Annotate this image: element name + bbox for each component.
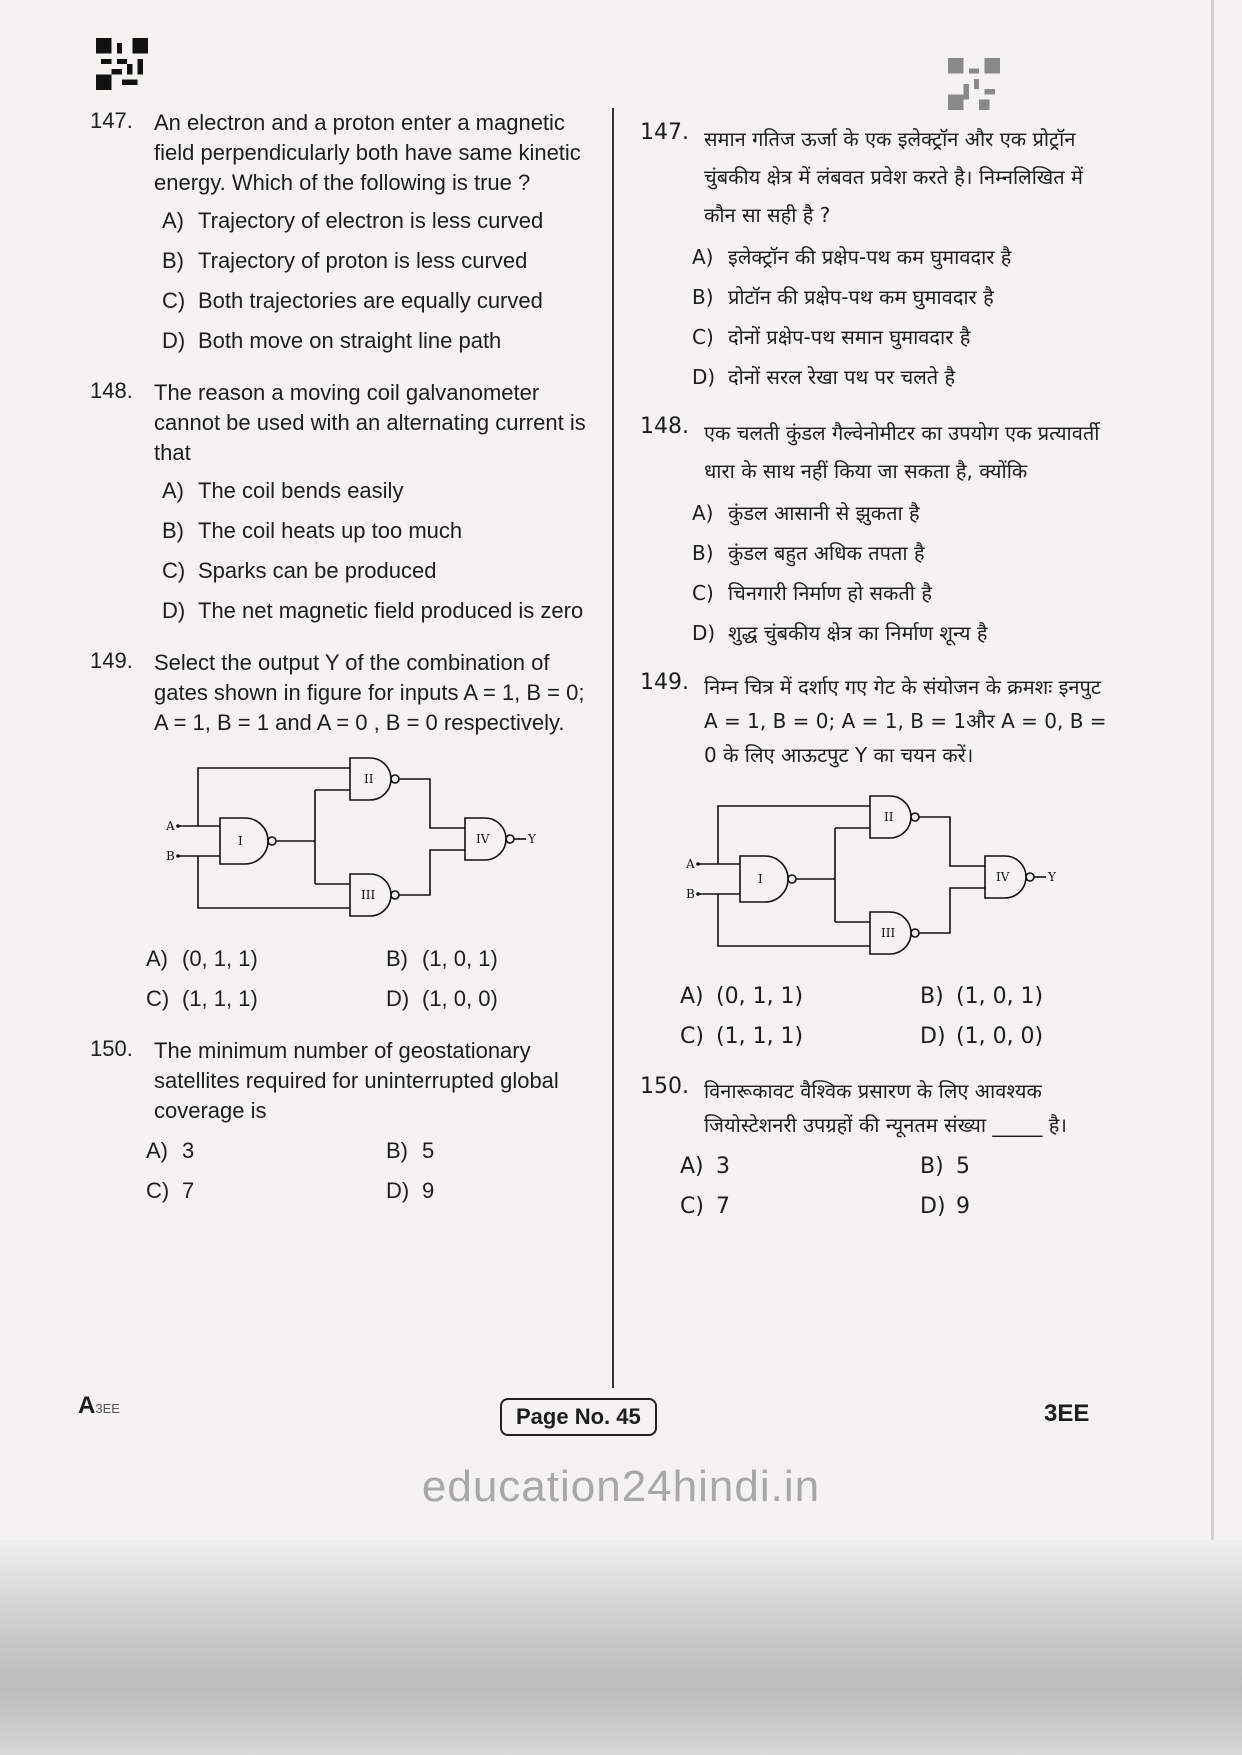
scan-shadow bbox=[0, 1540, 1242, 1755]
option-b: B) (1, 0, 1) bbox=[920, 984, 1044, 1009]
page-edge bbox=[1211, 0, 1214, 1560]
inversion-bubble bbox=[506, 835, 514, 843]
option-a: A) The coil bends easily bbox=[162, 478, 404, 503]
input-b-label: B bbox=[166, 849, 175, 863]
option-c: C) 7 bbox=[146, 1178, 195, 1203]
gate-4-label: IV bbox=[996, 870, 1010, 884]
booklet-code: 3EE bbox=[1044, 1400, 1090, 1427]
option-a: A) (0, 1, 1) bbox=[146, 946, 258, 971]
nand-gate-1 bbox=[740, 856, 788, 902]
option-c: C) दोनों प्रक्षेप-पथ समान घुमावदार है bbox=[692, 325, 971, 349]
question-149 bbox=[90, 648, 595, 1014]
qr-code-icon bbox=[96, 38, 148, 90]
question-text: An electron and a proton enter a magnetic field perpendicularly both have same kinetic energy. Which of the following is true ? bbox=[154, 110, 581, 195]
option-d: D) शुद्ध चुंबकीय क्षेत्र का निर्माण शून्य है bbox=[692, 621, 988, 645]
qr-code-icon bbox=[948, 58, 1000, 110]
inversion-bubble bbox=[1026, 873, 1034, 881]
question-number: 148. bbox=[90, 378, 133, 403]
option-a: A) कुंडल आसानी से झुकता है bbox=[692, 501, 920, 525]
column-divider bbox=[612, 108, 614, 1388]
option-b: B) The coil heats up too much bbox=[162, 518, 463, 543]
inversion-bubble bbox=[391, 891, 399, 899]
option-b: B) (1, 0, 1) bbox=[386, 946, 498, 971]
inversion-bubble bbox=[391, 775, 399, 783]
logic-gate-circuit-diagram bbox=[680, 794, 1060, 964]
option-a: A) 3 bbox=[680, 1154, 730, 1179]
option-c: C) Both trajectories are equally curved bbox=[162, 288, 543, 313]
question-number: 148. bbox=[640, 414, 689, 439]
gate-3-label: III bbox=[361, 888, 376, 902]
wire bbox=[919, 817, 985, 866]
question-text: निम्न चित्र में दर्शाए गए गेट के संयोजन के क्रमशः इनपुट A = 1, B = 0; A = 1, B = 1और A = 0, B = 0 के लिए आऊटपुट Y का चयन करें। bbox=[704, 675, 1107, 767]
gate-1-label: I bbox=[238, 834, 243, 848]
question-number: 147. bbox=[90, 108, 133, 133]
wire bbox=[399, 850, 465, 895]
input-b-label: B bbox=[686, 887, 695, 901]
series-label: A3EE bbox=[78, 1392, 120, 1419]
gate-1-label: I bbox=[758, 872, 763, 886]
option-d: D) (1, 0, 0) bbox=[920, 1024, 1044, 1049]
options-grid bbox=[680, 982, 1110, 1052]
options-grid bbox=[680, 1152, 1110, 1222]
nand-gate-1 bbox=[220, 818, 268, 864]
question-148-hindi bbox=[640, 414, 1110, 648]
gate-2-label: II bbox=[884, 810, 894, 824]
question-text: विनारूकावट वैश्विक प्रसारण के लिए आवश्यक जियोस्टेशनरी उपग्रहों की न्यूनतम संख्या _____ है। bbox=[704, 1079, 1067, 1137]
option-b: B) 5 bbox=[386, 1138, 435, 1163]
question-text: एक चलती कुंडल गैल्वेनोमीटर का उपयोग एक प्रत्यावर्ती धारा के साथ नहीं किया जा सकता है, क्योंकि bbox=[704, 421, 1100, 483]
input-a-label: A bbox=[686, 857, 695, 871]
english-column bbox=[90, 108, 595, 1228]
option-d: D) 9 bbox=[920, 1194, 970, 1219]
question-147-hindi bbox=[640, 120, 1110, 392]
question-text: समान गतिज ऊर्जा के एक इलेक्ट्रॉन और एक प्रोट्रॉन चुंबकीय क्षेत्र में लंबवत प्रवेश करते है। निम्नलिखित में कौन सा सही है ? bbox=[704, 127, 1083, 227]
output-y-label: Y bbox=[1048, 870, 1056, 884]
option-d: D) (1, 0, 0) bbox=[386, 986, 498, 1011]
question-number: 147. bbox=[640, 120, 689, 145]
option-a: A) 3 bbox=[146, 1138, 195, 1163]
option-b: B) कुंडल बहुत अधिक तपता है bbox=[692, 541, 925, 565]
option-a: A) इलेक्ट्रॉन की प्रक्षेप-पथ कम घुमावदार है bbox=[692, 245, 1012, 269]
options-grid bbox=[146, 944, 595, 1014]
option-a: A) Trajectory of electron is less curved bbox=[162, 208, 544, 233]
wire bbox=[919, 888, 985, 933]
option-c: C) (1, 1, 1) bbox=[146, 986, 258, 1011]
option-a: A) (0, 1, 1) bbox=[680, 984, 804, 1009]
inversion-bubble bbox=[788, 875, 796, 883]
question-text: The minimum number of geostationary satellites required for uninterrupted global coverage is bbox=[154, 1038, 559, 1123]
wire bbox=[399, 779, 465, 828]
option-b: B) Trajectory of proton is less curved bbox=[162, 248, 528, 273]
input-a-label: A bbox=[166, 819, 175, 833]
inversion-bubble bbox=[911, 929, 919, 937]
gate-4-label: IV bbox=[476, 832, 490, 846]
hindi-column bbox=[640, 120, 1110, 1244]
gate-3-label: III bbox=[881, 926, 896, 940]
option-c: C) (1, 1, 1) bbox=[680, 1024, 804, 1049]
logic-gate-circuit-diagram bbox=[160, 756, 540, 926]
inversion-bubble bbox=[268, 837, 276, 845]
option-b: B) 5 bbox=[920, 1154, 970, 1179]
question-150 bbox=[90, 1036, 595, 1206]
option-c: C) 7 bbox=[680, 1194, 730, 1219]
option-b: B) प्रोटॉन की प्रक्षेप-पथ कम घुमावदार है bbox=[692, 285, 994, 309]
question-number: 149. bbox=[640, 670, 689, 695]
question-number: 149. bbox=[90, 648, 133, 673]
output-y-label: Y bbox=[528, 832, 536, 846]
question-147 bbox=[90, 108, 595, 356]
option-d: D) दोनों सरल रेखा पथ पर चलते है bbox=[692, 365, 956, 389]
option-d: D) Both move on straight line path bbox=[162, 328, 502, 353]
page-number: Page No. 45 bbox=[500, 1398, 657, 1436]
option-c: C) Sparks can be produced bbox=[162, 558, 437, 583]
question-149-hindi bbox=[640, 670, 1110, 1052]
question-number: 150. bbox=[90, 1036, 133, 1061]
options-grid bbox=[146, 1136, 595, 1206]
question-148 bbox=[90, 378, 595, 626]
question-text: The reason a moving coil galvanometer cannot be used with an alternating current is that bbox=[154, 380, 586, 465]
question-number: 150. bbox=[640, 1074, 689, 1099]
option-c: C) चिनगारी निर्माण हो सकती है bbox=[692, 581, 932, 605]
gate-2-label: II bbox=[364, 772, 374, 786]
question-text: Select the output Y of the combination of gates shown in figure for inputs A = 1, B = 0; A = 1, B = 1 and A = 0 , B = 0 respectively. bbox=[154, 650, 585, 735]
option-d: D) 9 bbox=[386, 1178, 435, 1203]
watermark: education24hindi.in bbox=[421, 1462, 821, 1511]
inversion-bubble bbox=[911, 813, 919, 821]
option-d: D) The net magnetic field produced is zero bbox=[162, 598, 584, 623]
question-150-hindi bbox=[640, 1074, 1110, 1222]
